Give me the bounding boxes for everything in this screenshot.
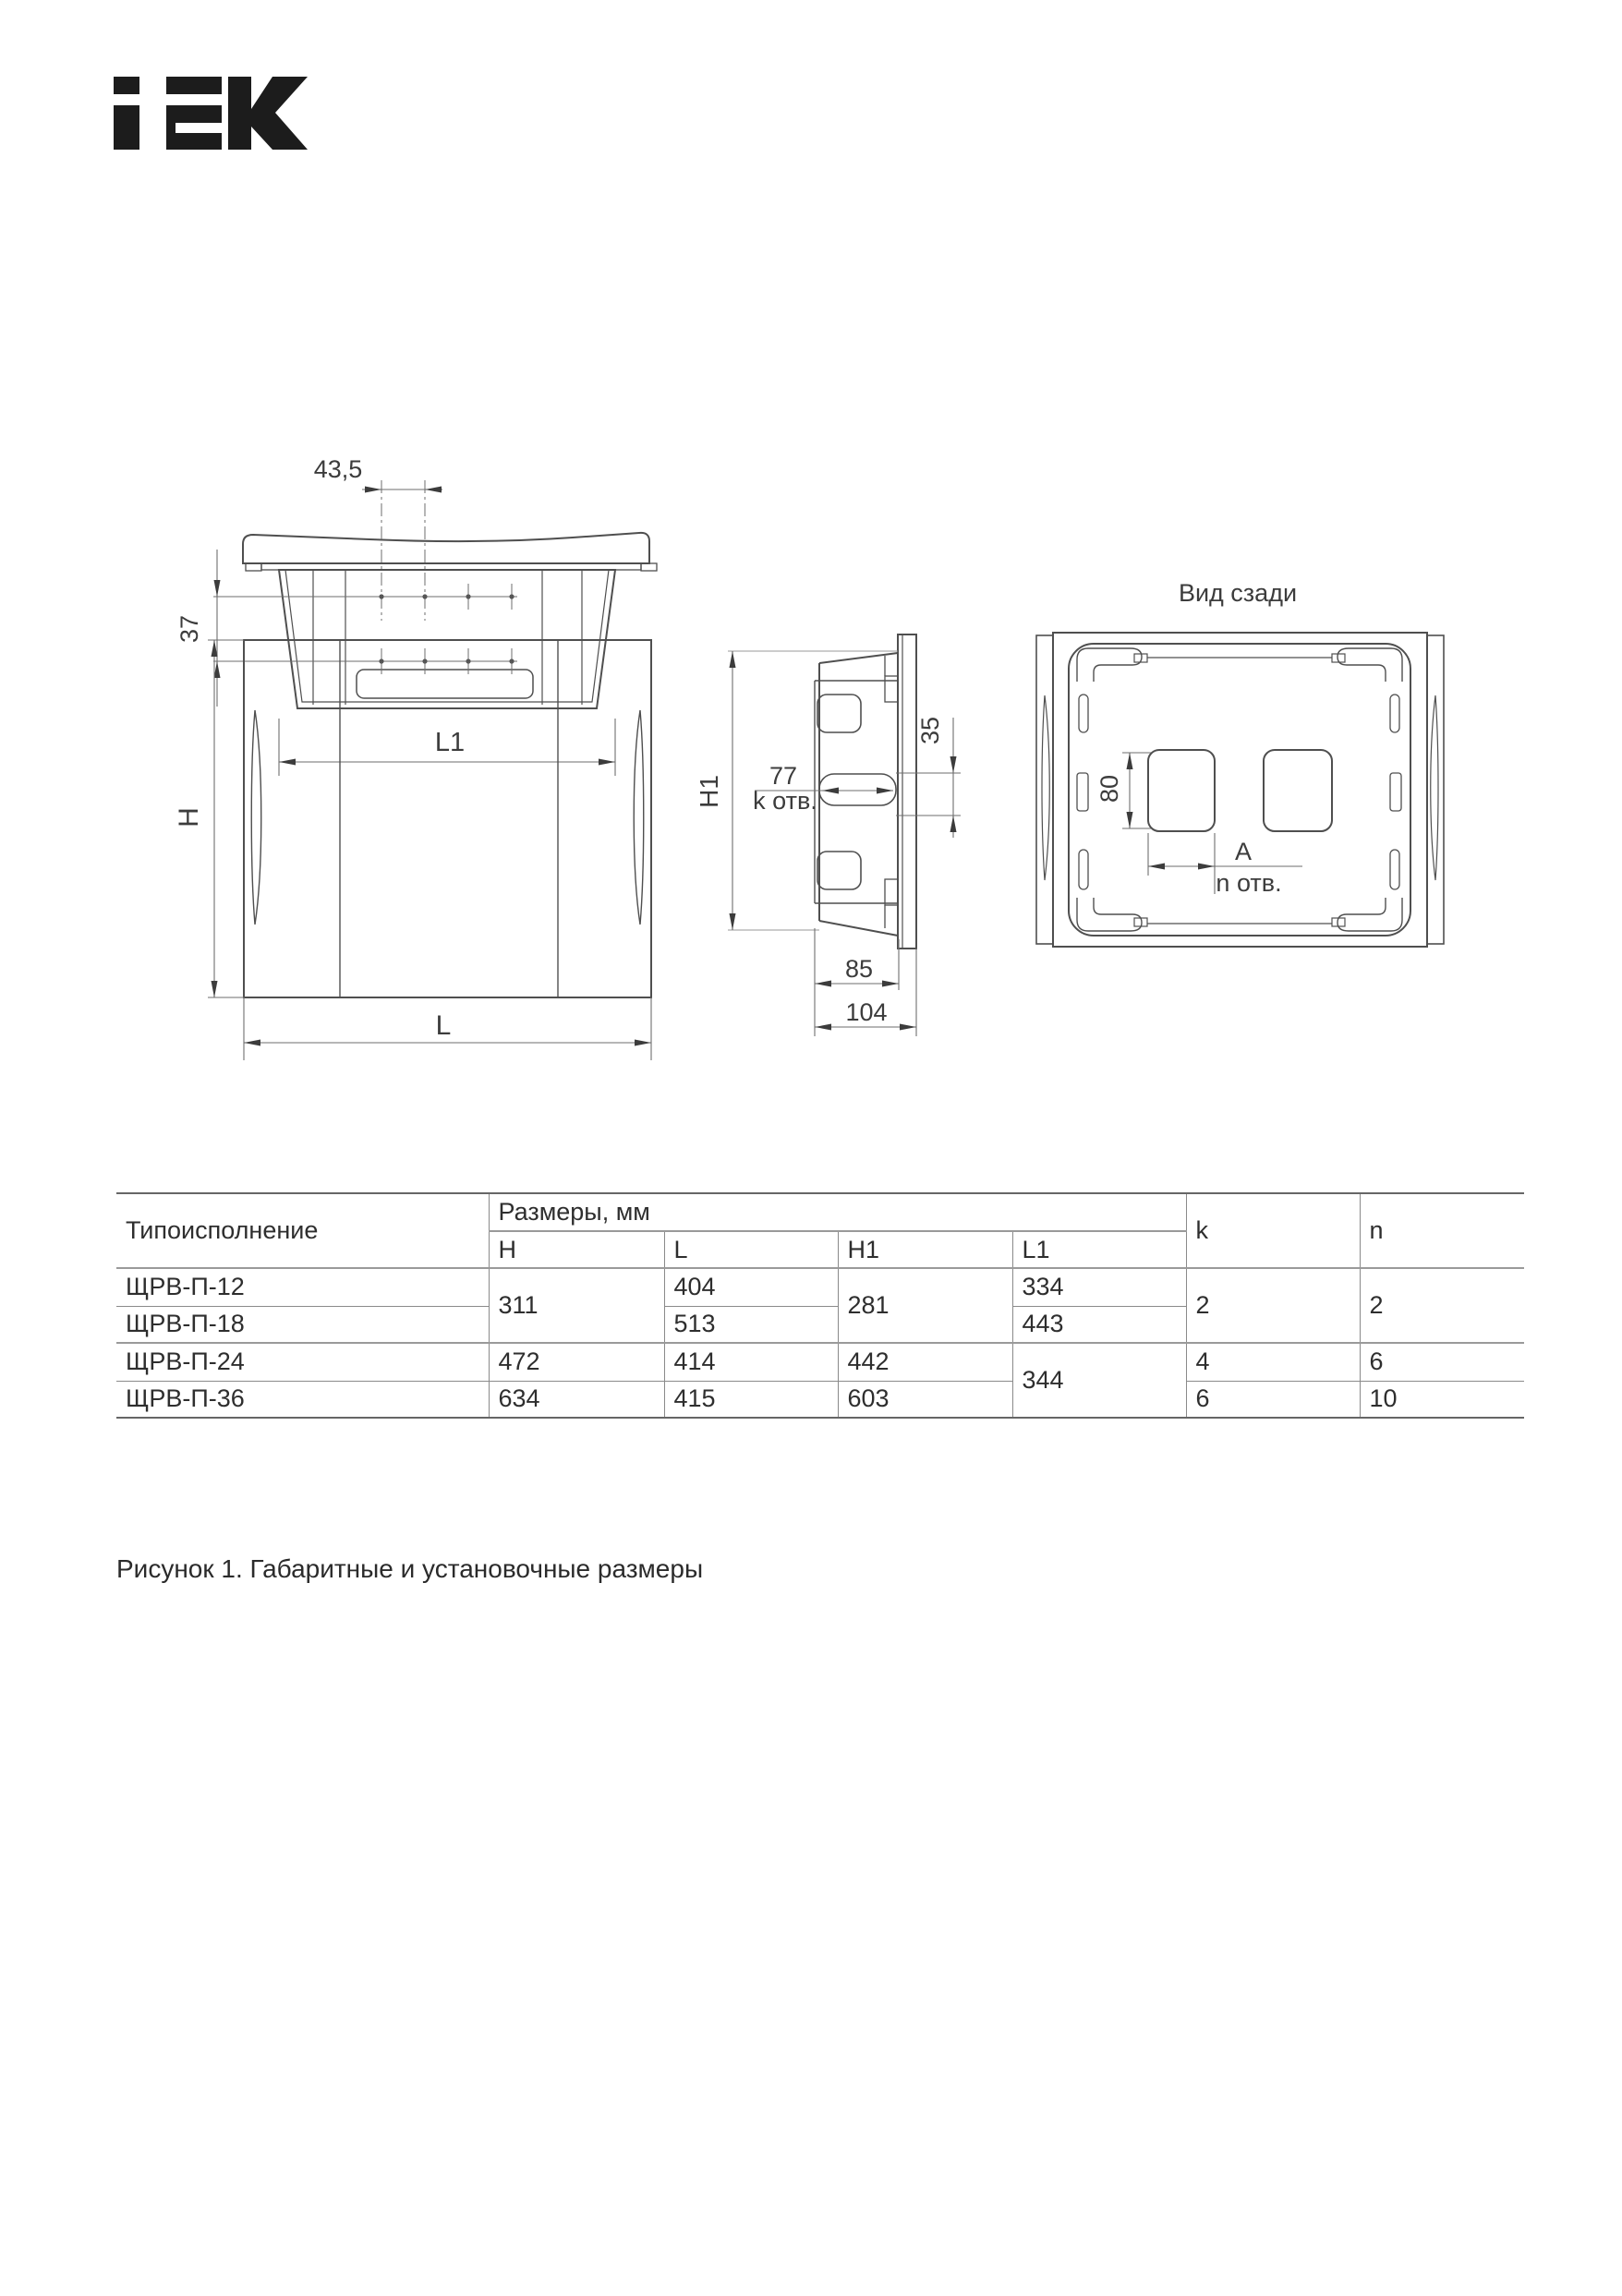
- header-k: k: [1186, 1193, 1360, 1268]
- rear-right-handle: [1431, 695, 1438, 880]
- front-right-handle: [634, 710, 644, 924]
- dim-rear-hole-height: 80: [1095, 774, 1123, 804]
- dimensions-table: [116, 1192, 1524, 1419]
- cell-type: ЩРВ-П-24: [116, 1343, 489, 1381]
- cell-n: 6: [1360, 1343, 1524, 1381]
- cell-l: 414: [664, 1343, 838, 1381]
- dim-side-slot-note: k отв.: [753, 787, 817, 815]
- dim-top-row-spacing: 37: [176, 614, 203, 644]
- cell-n: 2: [1360, 1268, 1524, 1343]
- dim-side-depth-104: 104: [845, 998, 888, 1026]
- cell-h1: 603: [838, 1381, 1012, 1418]
- iek-logo: [114, 77, 308, 150]
- dim-front-height-h: H: [174, 807, 204, 828]
- logo-i-dot: [114, 77, 139, 94]
- dim-rear-holes-note: n отв.: [1216, 869, 1282, 897]
- cell-type: ЩРВ-П-18: [116, 1306, 489, 1343]
- dim-top-length-l1: L1: [434, 728, 466, 757]
- top-view-knockout-centers: [213, 480, 517, 674]
- front-view-drawing: [244, 640, 651, 997]
- technical-drawings: [92, 425, 1459, 1071]
- rear-view-title: Вид сзади: [1178, 579, 1298, 607]
- cell-l: 404: [664, 1268, 838, 1306]
- logo-e-slot: [176, 123, 222, 133]
- logo-e-top: [166, 77, 222, 94]
- table-row: [116, 1268, 1524, 1306]
- cell-h: 311: [489, 1268, 664, 1343]
- dim-side-offset-35: 35: [916, 716, 944, 745]
- cell-l1: 334: [1012, 1268, 1186, 1306]
- cell-l: 415: [664, 1381, 838, 1418]
- dim-side-depth-85: 85: [844, 955, 874, 983]
- logo-i-stem: [114, 105, 139, 150]
- cell-k: 2: [1186, 1268, 1360, 1343]
- top-view-dimensions: [214, 487, 616, 777]
- cell-h: 472: [489, 1343, 664, 1381]
- cell-k: 4: [1186, 1343, 1360, 1381]
- header-h1: H1: [838, 1231, 1012, 1268]
- figure-caption: Рисунок 1. Габаритные и установочные размеры: [116, 1554, 704, 1583]
- cell-l1: 443: [1012, 1306, 1186, 1343]
- dim-rear-hole-pitch: A: [1234, 838, 1253, 865]
- table-header-row-1: [116, 1193, 1524, 1231]
- cell-l: 513: [664, 1306, 838, 1343]
- cell-l1: 344: [1012, 1343, 1186, 1418]
- table-row: [116, 1381, 1524, 1418]
- top-view-drawing: [243, 533, 657, 708]
- dim-side-height-h1: H1: [695, 775, 723, 808]
- cell-h1: 281: [838, 1268, 1012, 1343]
- header-h: H: [489, 1231, 664, 1268]
- header-l1: L1: [1012, 1231, 1186, 1268]
- dim-side-slot-width: 77: [769, 762, 798, 790]
- dim-front-length-l: L: [435, 1010, 452, 1041]
- dim-top-hole-spacing: 43,5: [313, 455, 363, 483]
- cell-h1: 442: [838, 1343, 1012, 1381]
- cell-type: ЩРВ-П-12: [116, 1268, 489, 1306]
- rear-left-handle: [1042, 695, 1049, 880]
- front-left-handle: [251, 710, 261, 924]
- logo-k-arms: [251, 77, 308, 150]
- header-n: n: [1360, 1193, 1524, 1268]
- table-row: [116, 1343, 1524, 1381]
- logo-k-stem: [228, 77, 251, 150]
- cell-h: 634: [489, 1381, 664, 1418]
- cell-n: 10: [1360, 1381, 1524, 1418]
- header-sizes: Размеры, мм: [489, 1193, 1186, 1231]
- header-l: L: [664, 1231, 838, 1268]
- cell-k: 6: [1186, 1381, 1360, 1418]
- header-type: Типоисполнение: [116, 1193, 489, 1268]
- cell-type: ЩРВ-П-36: [116, 1381, 489, 1418]
